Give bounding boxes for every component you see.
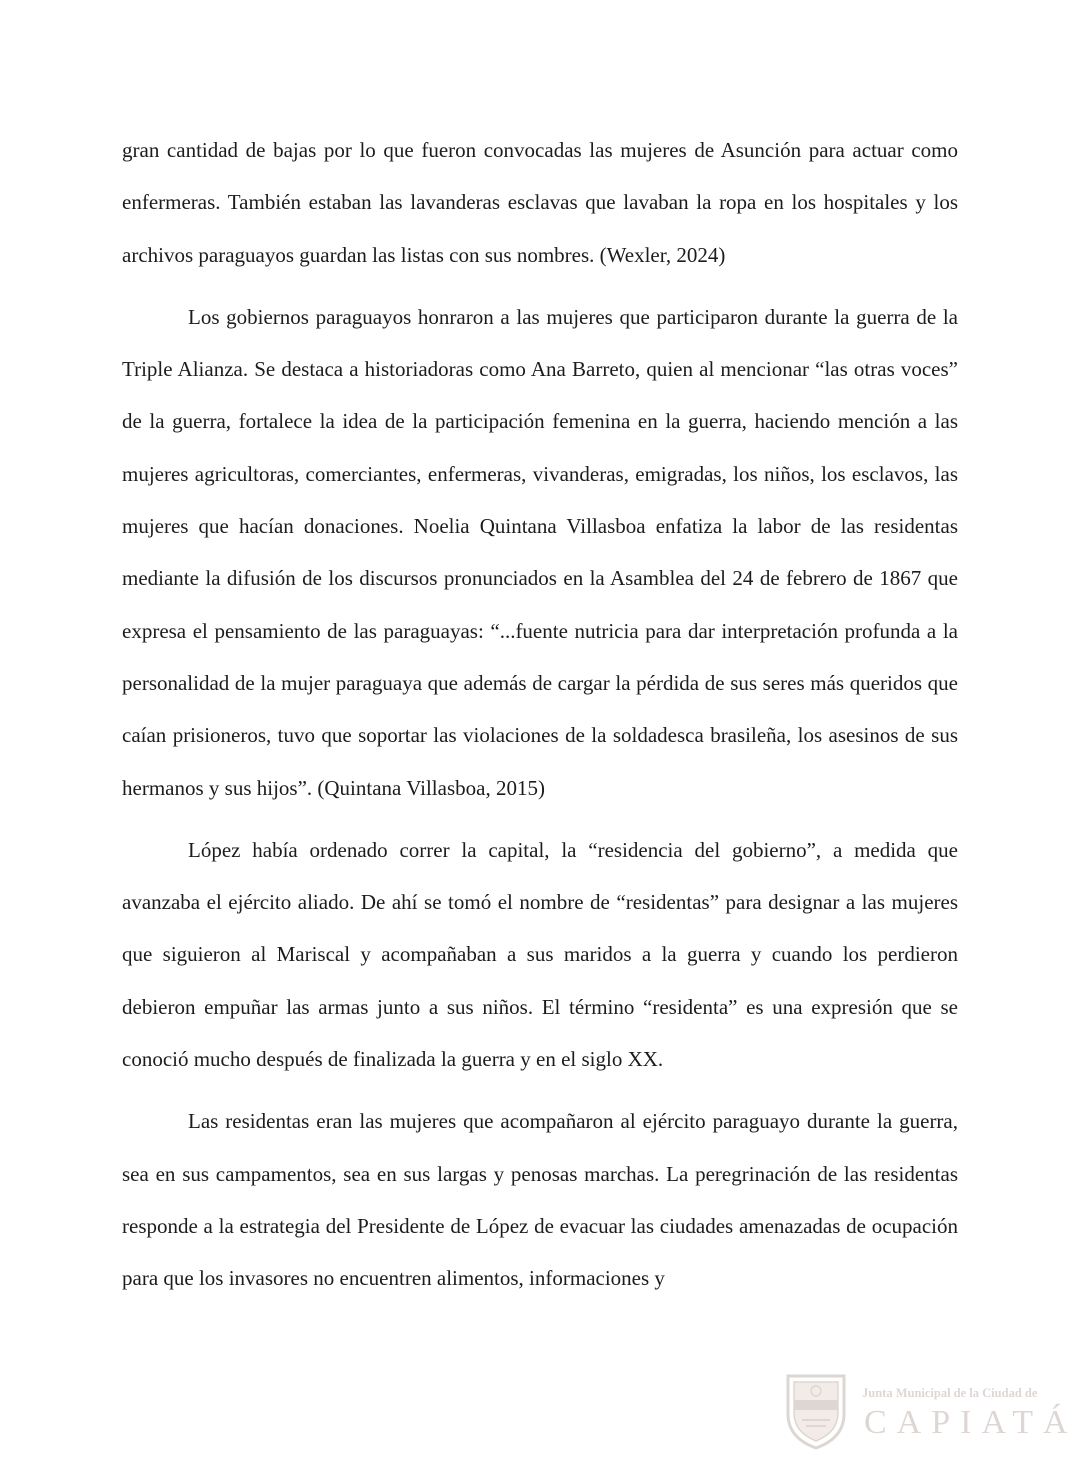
paragraph-1: gran cantidad de bajas por lo que fueron convocadas las mujeres de Asunción para actuar como enfermeras. También estaban las lavanderas esclavas que lavaban la ropa en los hospitales y los archivos paraguayos guardan las listas con sus nombres. (Wexler, 2024) [122, 138, 958, 267]
watermark-line1: Junta Municipal de la Ciudad de [862, 1386, 1038, 1400]
body-text [122, 124, 958, 1305]
municipal-seal-icon [780, 1370, 852, 1450]
paragraph-2: Los gobiernos paraguayos honraron a las mujeres que participaron durante la guerra de la Triple Alianza. Se destaca a historiadoras como Ana Barreto, quien al mencionar “las otras voces” de la guerra, fortalece la idea de la participación femenina en la guerra, haciendo mención a las mujeres agricultoras, comerciantes, enfermeras, vivanderas, emigradas, los niños, los esclavos, las mujeres que hacían donaciones. Noelia Quintana Villasboa enfatiza la labor de las residentas mediante la difusión de los discursos pronunciados en la Asamblea del 24 de febrero de 1867 que expresa el pensamiento de las paraguayas: “...fuente nutricia para dar interpretación profunda a la personalidad de la mujer paraguaya que además de cargar la pérdida de sus seres más queridos que caían prisioneros, tuvo que soportar las violaciones de la soldadesca brasileña, los asesinos de sus hermanos y sus hijos”. (Quintana Villasboa, 2015) [122, 304, 958, 800]
watermark-line2: CAPIATÁ [864, 1404, 1078, 1441]
paragraph-3: López había ordenado correr la capital, la “residencia del gobierno”, a medida que avanzaba el ejército aliado. De ahí se tomó el nombre de “residentas” para designar a las mujeres que siguieron al Mariscal y acompañaban a sus maridos a la guerra y cuando los perdieron debieron empuñar las armas junto a sus niños. El término “residenta” es una expresión que se conoció mucho después de finalizada la guerra y en el siglo XX. [122, 837, 958, 1072]
watermark [778, 1370, 1078, 1450]
paragraph-4: Las residentas eran las mujeres que acompañaron al ejército paraguayo durante la guerra, sea en sus campamentos, sea en sus largas y penosas marchas. La peregrinación de las residentas responde a la estrategia del Presidente de López de evacuar las ciudades amenazadas de ocupación para que los invasores no encuentren alimentos, informaciones y [122, 1109, 958, 1291]
